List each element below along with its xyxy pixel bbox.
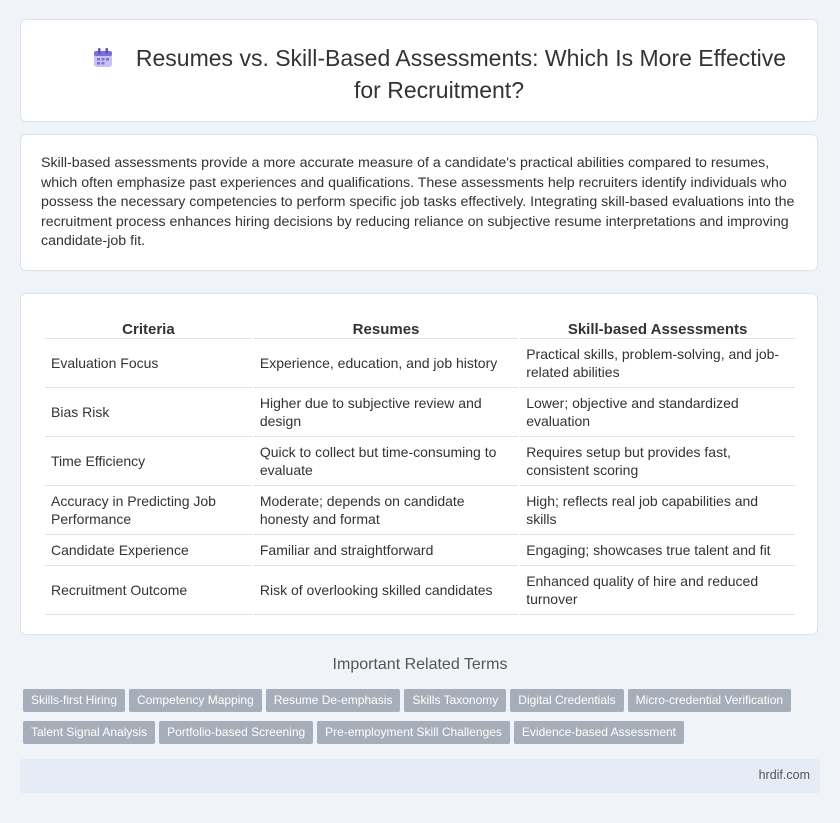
table-row xyxy=(45,388,795,437)
resumes-cell: Quick to collect but time-consuming to evaluate xyxy=(254,437,518,486)
tag-micro-credential-verification[interactable]: Micro-credential Verification xyxy=(628,689,791,712)
summary-card xyxy=(20,134,818,271)
tag-pre-employment-skill-challenges[interactable]: Pre-employment Skill Challenges xyxy=(317,721,510,744)
tag-skills-taxonomy[interactable]: Skills Taxonomy xyxy=(404,689,506,712)
header-skill-assessments: Skill-based Assessments xyxy=(520,313,795,339)
resumes-cell: Risk of overlooking skilled candidates xyxy=(254,566,518,615)
resumes-cell: Moderate; depends on candidate honesty and format xyxy=(254,486,518,535)
assessments-cell: Lower; objective and standardized evaluation xyxy=(520,388,795,437)
tag-digital-credentials[interactable]: Digital Credentials xyxy=(510,689,623,712)
related-terms-list xyxy=(23,689,813,753)
resumes-cell: Higher due to subjective review and design xyxy=(254,388,518,437)
assessments-cell: Practical skills, problem-solving, and job-related abilities xyxy=(520,339,795,388)
resumes-cell: Experience, education, and job history xyxy=(254,339,518,388)
criteria-cell: Evaluation Focus xyxy=(45,339,252,388)
resumes-cell: Familiar and straightforward xyxy=(254,535,518,566)
assessments-cell: Engaging; showcases true talent and fit xyxy=(520,535,795,566)
assessments-cell: Requires setup but provides fast, consistent scoring xyxy=(520,437,795,486)
comparison-card xyxy=(20,293,818,635)
table-row xyxy=(45,535,795,566)
criteria-cell: Time Efficiency xyxy=(45,437,252,486)
related-terms-title: Important Related Terms xyxy=(332,656,508,673)
table-row xyxy=(45,486,795,535)
criteria-cell: Accuracy in Predicting Job Performance xyxy=(45,486,252,535)
tag-portfolio-based-screening[interactable]: Portfolio-based Screening xyxy=(159,721,313,744)
table-row xyxy=(45,437,795,486)
criteria-cell: Bias Risk xyxy=(45,388,252,437)
tag-skills-first-hiring[interactable]: Skills-first Hiring xyxy=(23,689,125,712)
calendar-icon xyxy=(92,47,114,76)
table-header-row xyxy=(45,313,795,339)
title-card xyxy=(20,19,818,122)
comparison-table xyxy=(43,313,797,615)
criteria-cell: Candidate Experience xyxy=(45,535,252,566)
tag-talent-signal-analysis[interactable]: Talent Signal Analysis xyxy=(23,721,155,744)
header-resumes: Resumes xyxy=(254,313,518,339)
table-row xyxy=(45,566,795,615)
header-criteria: Criteria xyxy=(45,313,252,339)
tag-competency-mapping[interactable]: Competency Mapping xyxy=(129,689,262,712)
tag-evidence-based-assessment[interactable]: Evidence-based Assessment xyxy=(514,721,684,744)
page-title-text: Resumes vs. Skill-Based Assessments: Which Is More Effective for Recruitment? xyxy=(135,45,787,103)
footer xyxy=(20,759,820,793)
page-title xyxy=(81,44,797,105)
assessments-cell: Enhanced quality of hire and reduced turnover xyxy=(520,566,795,615)
summary-text: Skill-based assessments provide a more accurate measure of a candidate's practical abilities compared to resumes, which often emphasize past experiences and qualifications. These assessments help recruiters identify individuals who possess the necessary competencies to perform specific job tasks effectively. Integrating skill-based evaluations into the recruitment process enhances hiring decisions by reducing reliance on subjective resume interpretations and improving candidate-job fit. xyxy=(41,155,795,249)
table-row xyxy=(45,339,795,388)
footer-site-link[interactable]: hrdif.com xyxy=(758,768,810,782)
assessments-cell: High; reflects real job capabilities and skills xyxy=(520,486,795,535)
tag-resume-de-emphasis[interactable]: Resume De-emphasis xyxy=(266,689,401,712)
criteria-cell: Recruitment Outcome xyxy=(45,566,252,615)
